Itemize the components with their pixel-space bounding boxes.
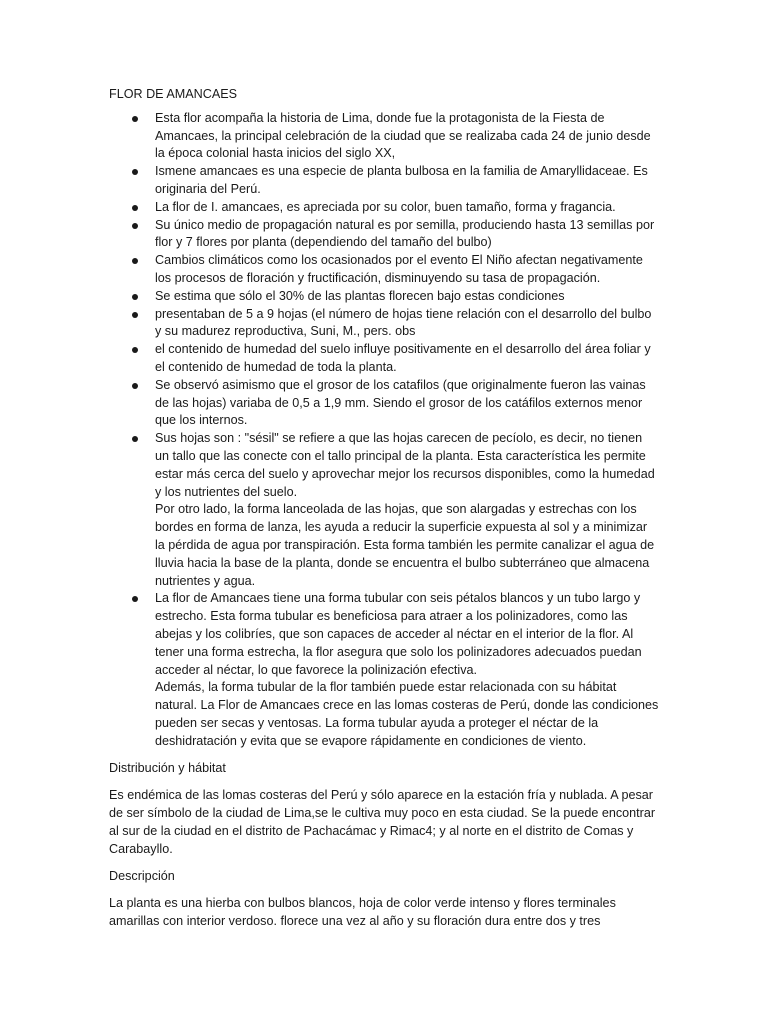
list-item-text: Su único medio de propagación natural es por semilla, produciendo hasta 13 semillas por flor y 7 flores por planta (dependiendo del tamaño del bulbo) — [155, 217, 655, 250]
document-title: FLOR DE AMANCAES — [109, 87, 238, 101]
section-body-distribucion: Es endémica de las lomas costeras del Perú y sólo aparece en la estación fría y nublada. A pesar de ser símbolo de la ciudad de Lima,se le cultiva muy poco en esta ciudad. Se la puede encontrar al sur de la ciudad en el distrito de Pachacámac y Rimac4; y al norte en el distrito de Comas y Carabayllo. — [109, 788, 656, 856]
section-body-descripcion: La planta es una hierba con bulbos blancos, hoja de color verde intenso y flores terminales amarillas con interior verdoso. florece una vez al año y su floración dura entre dos y tres — [109, 896, 616, 929]
list-item-text: Ismene amancaes es una especie de planta bulbosa en la familia de Amaryllidaceae. Es originaria del Perú. — [155, 164, 648, 196]
list-item — [109, 306, 659, 342]
list-item-text: Sus hojas son : "sésil" se refiere a que las hojas carecen de pecíolo, es decir, no tienen un tallo que las conecte con el tallo principal de la planta. Esta característica les permite estar más cerca del suelo y aprovechar mejor los recursos disponibles, como la humedad y los nutrientes del suelo. — [155, 431, 655, 499]
bullet-list — [109, 110, 659, 751]
list-item-text: Cambios climáticos como los ocasionados por el evento El Niño afectan negativamente los procesos de floración y fructificación, disminuyendo su tasa de propagación. — [155, 253, 643, 285]
list-item — [109, 217, 659, 253]
list-item-continuation: Además, la forma tubular de la flor también puede estar relacionada con su hábitat natural. La Flor de Amancaes crece en las lomas costeras de Perú, donde las condiciones pueden ser secas y ventosas. La forma tubular ayuda a proteger el néctar de la deshidratación y evita que se evapore rápidamente en condiciones de viento. — [155, 680, 659, 748]
section-heading-descripcion: Descripción — [109, 869, 175, 884]
list-item-text: presentaban de 5 a 9 hojas (el número de hojas tiene relación con el desarrollo del bulbo y su madurez reproductiva, Suni, M., pers. obs — [155, 306, 652, 339]
list-item — [109, 288, 659, 306]
list-item-continuation: Por otro lado, la forma lanceolada de las hojas, que son alargadas y estrechas con los bordes en forma de lanza, les ayuda a reducir la superficie expuesta al sol y a minimizar la pérdida de agua por transpiración. Esta forma también les permite canalizar el agua de lluvia hacia la base de la planta, donde se encuentra el bulbo subterráneo que almacena nutrientes y agua. — [155, 502, 655, 588]
list-item — [109, 590, 659, 750]
list-item — [109, 199, 659, 217]
document-page — [109, 86, 659, 931]
list-item-text: Esta flor acompaña la historia de Lima, donde fue la protagonista de la Fiesta de Amancaes, la principal celebración de la ciudad que se realizaba cada 24 de junio desde la época colonial hasta inicios del siglo XX, — [155, 110, 651, 161]
list-item-text: el contenido de humedad del suelo influye positivamente en el desarrollo del área foliar y el contenido de humedad de toda la planta. — [155, 342, 651, 374]
list-item-text: La flor de I. amancaes, es apreciada por su color, buen tamaño, forma y fragancia. — [155, 199, 616, 214]
list-item — [109, 252, 659, 288]
list-item-text: Se observó asimismo que el grosor de los catafilos (que originalmente fueron las vainas de las hojas) variaba de 0,5 a 1,9 mm. Siendo el grosor de los catáfilos externos menor que los internos. — [155, 377, 646, 428]
list-item — [109, 110, 659, 163]
list-item-text: Se estima que sólo el 30% de las plantas florecen bajo estas condiciones — [155, 288, 565, 303]
list-item-text: La flor de Amancaes tiene una forma tubular con seis pétalos blancos y un tubo largo y estrecho. Esta forma tubular es beneficiosa para atraer a los polinizadores, como las abejas y los colibríes, que son capaces de acceder al néctar en el interior de la flor. Al tener una forma estrecha, la flor asegura que solo los polinizadores adecuados puedan acceder al néctar, lo que favorece la polinización efectiva. — [155, 591, 642, 677]
list-item — [109, 377, 659, 430]
list-item — [109, 163, 659, 199]
list-item — [109, 341, 659, 377]
list-item — [109, 430, 659, 590]
section-heading-distribucion: Distribución y hábitat — [109, 761, 226, 776]
